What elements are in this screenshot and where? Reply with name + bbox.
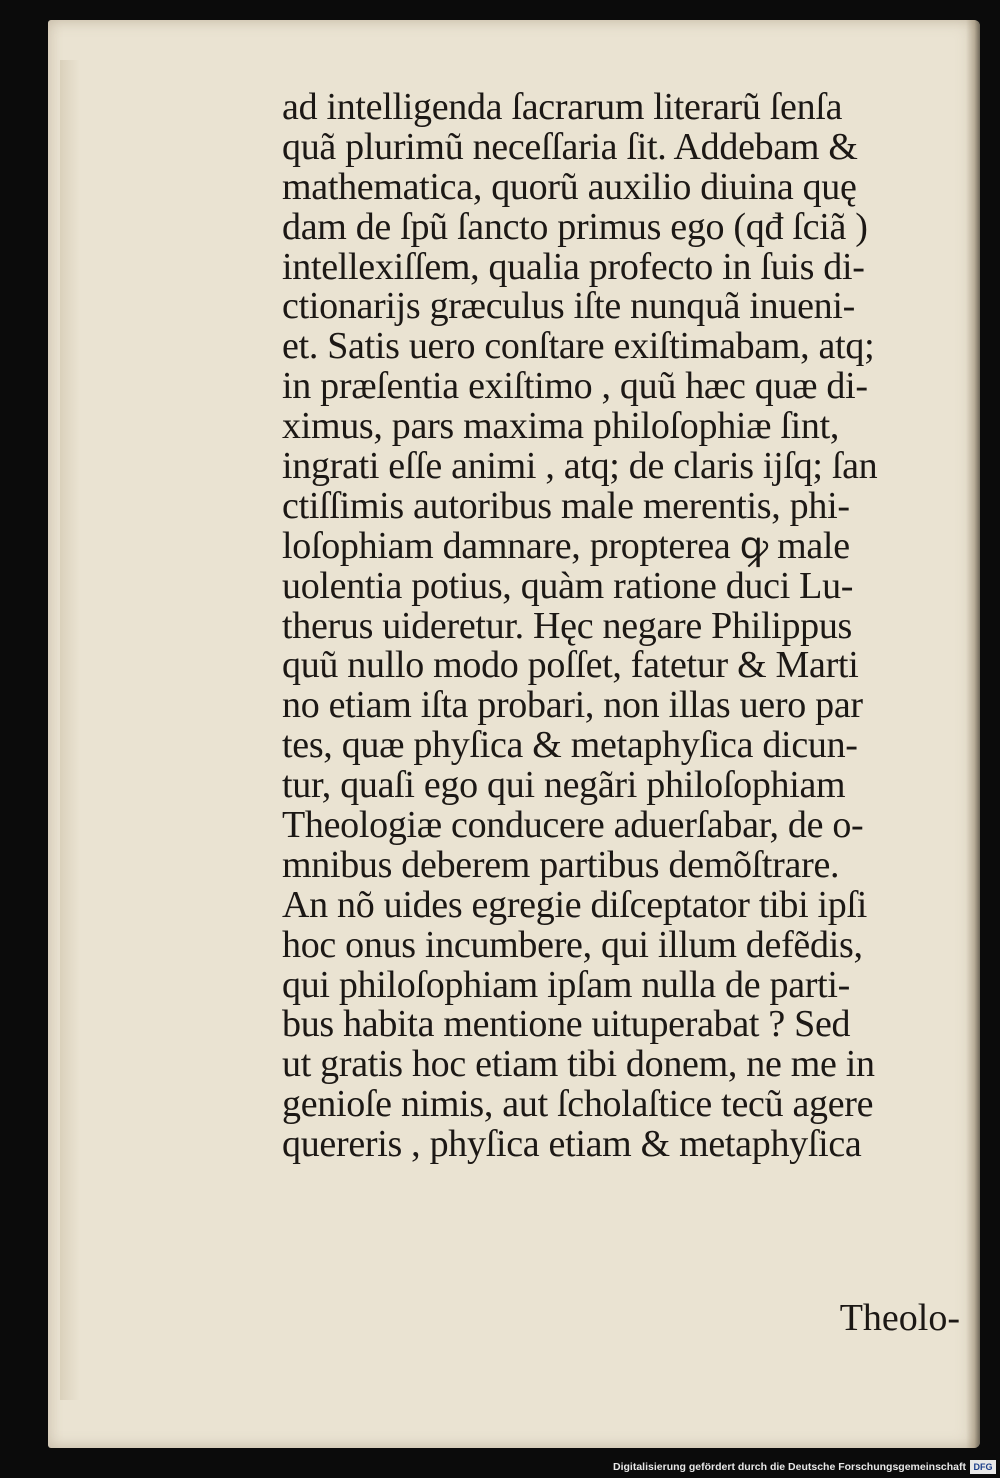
dfg-logo: DFG	[970, 1460, 996, 1474]
page-text-block	[282, 88, 962, 1165]
page-gutter-shadow	[60, 60, 80, 1400]
text-line: tes, quæ phyſica & metaphyſica dicun-	[282, 724, 858, 767]
text-line: therus uideretur. Hęc negare Philippus	[282, 604, 853, 647]
text-line: intellexiſſem, qualia profecto in ſuis di-	[282, 245, 865, 288]
catchword: Theolo-	[839, 1297, 960, 1339]
text-line: in præſentia exiſtimo , quũ hæc quæ di-	[282, 365, 868, 408]
text-line: hoc onus incumbere, qui illum defẽdis,	[282, 923, 863, 966]
text-line: quũ nullo modo poſſet, fatetur & Marti	[282, 644, 859, 687]
text-line: tur, quaſi ego qui negãri philoſophiam	[282, 764, 846, 807]
funding-credit: Digitalisierung gefördert durch die Deutsche Forschungsgemeinschaft	[613, 1461, 966, 1473]
page-edge	[966, 20, 980, 1448]
text-line: uolentia potius, quàm ratione duci Lu-	[282, 564, 854, 607]
text-line: ut gratis hoc etiam tibi donem, ne me in	[282, 1043, 875, 1086]
text-line: quereris , phyſica etiam & metaphyſica	[282, 1123, 862, 1166]
text-line: et. Satis uero conſtare exiſtimabam, atq;	[282, 325, 875, 368]
text-line: ctionarijs græculus iſte nunquã inueni-	[282, 285, 855, 328]
text-line: quã plurimũ neceſſaria ſit. Addebam &	[282, 125, 858, 168]
text-line: ad intelligenda ſacrarum literarũ ſenſa	[282, 86, 843, 128]
text-line: bus habita mentione uituperabat ? Sed	[282, 1003, 851, 1046]
text-line: An nõ uides egregie diſceptator tibi ipſi	[282, 883, 867, 926]
text-line: qui philoſophiam ipſam nulla de parti-	[282, 963, 850, 1006]
text-line: no etiam iſta probari, non illas uero par	[282, 684, 863, 727]
text-line: ximus, pars maxima philoſophiæ ſint,	[282, 405, 840, 448]
text-line: mnibus deberem partibus demõſtrare.	[282, 843, 840, 886]
text-line: dam de ſpũ ſancto primus ego (qđ ſciã )	[282, 205, 868, 248]
text-line: Theologiæ conducere aduerſabar, de o-	[282, 804, 864, 847]
text-line: ctiſſimis autoribus male merentis, phi-	[282, 484, 850, 527]
text-line: ingrati eſſe animi , atq; de claris ijſq; ſan	[282, 445, 878, 488]
text-line: loſophiam damnare, propterea ꝙ male	[282, 524, 850, 567]
text-line: mathematica, quorũ auxilio diuina quę	[282, 165, 857, 208]
text-line: genioſe nimis, aut ſcholaſtice tecũ agere	[282, 1083, 874, 1126]
footer-bar	[0, 1452, 1000, 1478]
